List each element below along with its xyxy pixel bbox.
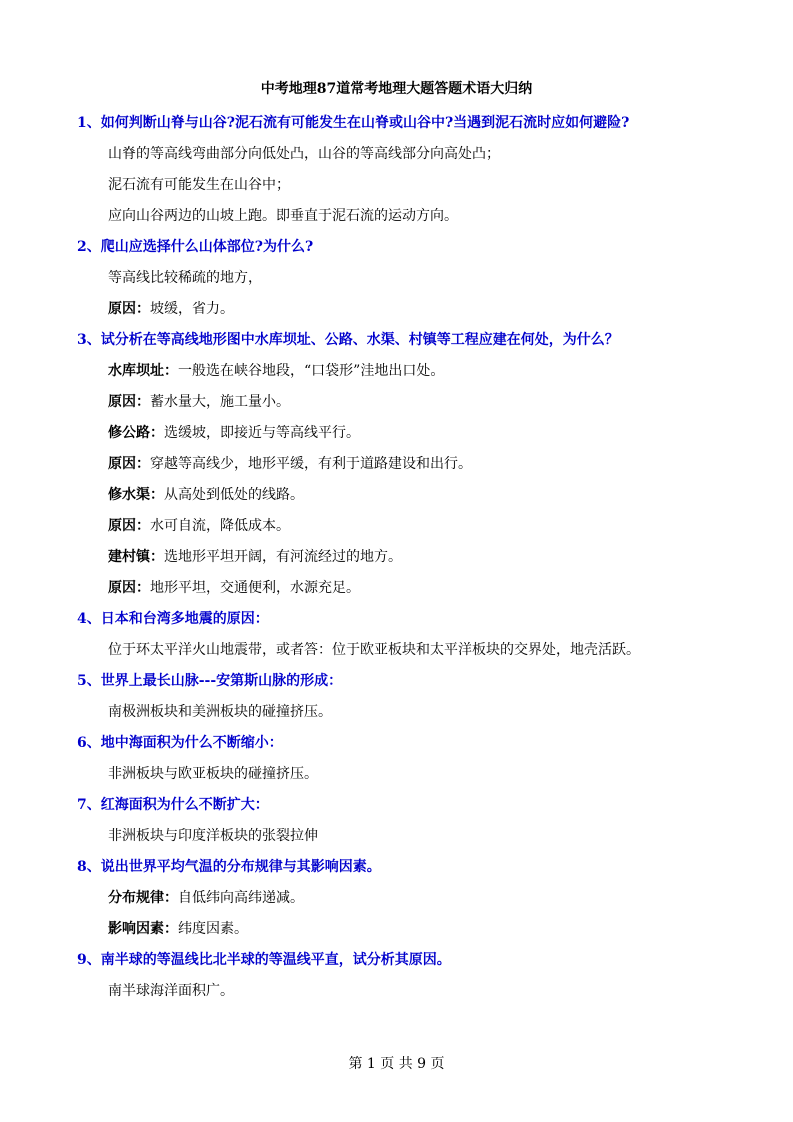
answer-text: 南半球海洋面积广。 [108, 983, 234, 999]
answer-text: 位于环太平洋火山地震带，或者答：位于欧亚板块和太平洋板块的交界处，地壳活跃。 [108, 642, 640, 658]
answer-line [77, 577, 777, 608]
answer-label: 水库坝址： [108, 363, 178, 379]
question-heading: 7、红海面积为什么不断扩大： [77, 797, 269, 813]
document-body [77, 112, 777, 1011]
answer-text: 南极洲板块和美洲板块的碰撞挤压。 [108, 704, 332, 720]
answer-text: 穿越等高线少，地形平缓，有利于道路建设和出行。 [150, 456, 472, 472]
answer-label: 修水渠： [108, 487, 164, 503]
answer-line [77, 267, 777, 298]
answer-text: 非洲板块与欧亚板块的碰撞挤压。 [108, 766, 318, 782]
answer-line [77, 980, 777, 1011]
answer-line [77, 515, 777, 546]
answer-line [77, 453, 777, 484]
answer-line [77, 298, 777, 329]
answer-label: 建村镇： [108, 549, 164, 565]
answer-line [77, 174, 777, 205]
answer-line [77, 391, 777, 422]
answer-text: 水可自流，降低成本。 [150, 518, 290, 534]
answer-line [77, 887, 777, 918]
answer-line [77, 763, 777, 794]
question-heading: 8、说出世界平均气温的分布规律与其影响因素。 [77, 859, 381, 875]
answer-text: 山脊的等高线弯曲部分向低处凸，山谷的等高线部分向高处凸； [108, 146, 500, 162]
question-heading: 5、世界上最长山脉---安第斯山脉的形成： [77, 673, 343, 689]
answer-label: 原因： [108, 580, 150, 596]
answer-line [77, 825, 777, 856]
question-heading: 1、如何判断山脊与山谷?泥石流有可能发生在山脊或山谷中?当遇到泥石流时应如何避险? [77, 115, 630, 131]
answer-line [77, 360, 777, 391]
answer-text: 纬度因素。 [178, 921, 248, 937]
answer-line [77, 422, 777, 453]
question-heading: 4、日本和台湾多地震的原因： [77, 611, 269, 627]
answer-label: 原因： [108, 518, 150, 534]
answer-line [77, 484, 777, 515]
answer-label: 原因： [108, 456, 150, 472]
answer-line [77, 701, 777, 732]
question-heading: 9、南半球的等温线比北半球的等温线平直，试分析其原因。 [77, 952, 451, 968]
answer-label: 原因： [108, 394, 150, 410]
question-heading: 2、爬山应选择什么山体部位?为什么? [77, 239, 314, 255]
question-heading: 6、地中海面积为什么不断缩小： [77, 735, 283, 751]
answer-text: 泥石流有可能发生在山谷中； [108, 177, 290, 193]
answer-text: 应向山谷两边的山坡上跑。即垂直于泥石流的运动方向。 [108, 208, 458, 224]
answer-text: 等高线比较稀疏的地方， [108, 270, 262, 286]
answer-line [77, 143, 777, 174]
answer-label: 原因： [108, 301, 150, 317]
answer-text: 从高处到低处的线路。 [164, 487, 304, 503]
answer-text: 选地形平坦开阔，有河流经过的地方。 [164, 549, 402, 565]
answer-label: 分布规律： [108, 890, 178, 906]
answer-line [77, 546, 777, 577]
answer-label: 修公路： [108, 425, 164, 441]
page-title: 中考地理87道常考地理大题答题术语大归纳 [260, 81, 533, 97]
answer-text: 选缓坡，即接近与等高线平行。 [164, 425, 360, 441]
answer-text: 地形平坦，交通便利，水源充足。 [150, 580, 360, 596]
answer-line [77, 918, 777, 949]
answer-label: 影响因素： [108, 921, 178, 937]
page-footer: 第 1 页 共 9 页 [348, 1056, 445, 1072]
answer-text: 一般选在峡谷地段，“口袋形”洼地出口处。 [178, 363, 445, 379]
answer-text: 坡缓，省力。 [150, 301, 234, 317]
answer-text: 非洲板块与印度洋板块的张裂拉伸 [108, 828, 318, 844]
answer-text: 蓄水量大，施工量小。 [150, 394, 290, 410]
answer-line [77, 205, 777, 236]
question-heading: 3、试分析在等高线地形图中水库坝址、公路、水渠、村镇等工程应建在何处，为什么？ [77, 332, 619, 348]
answer-text: 自低纬向高纬递减。 [178, 890, 304, 906]
answer-line [77, 639, 777, 670]
